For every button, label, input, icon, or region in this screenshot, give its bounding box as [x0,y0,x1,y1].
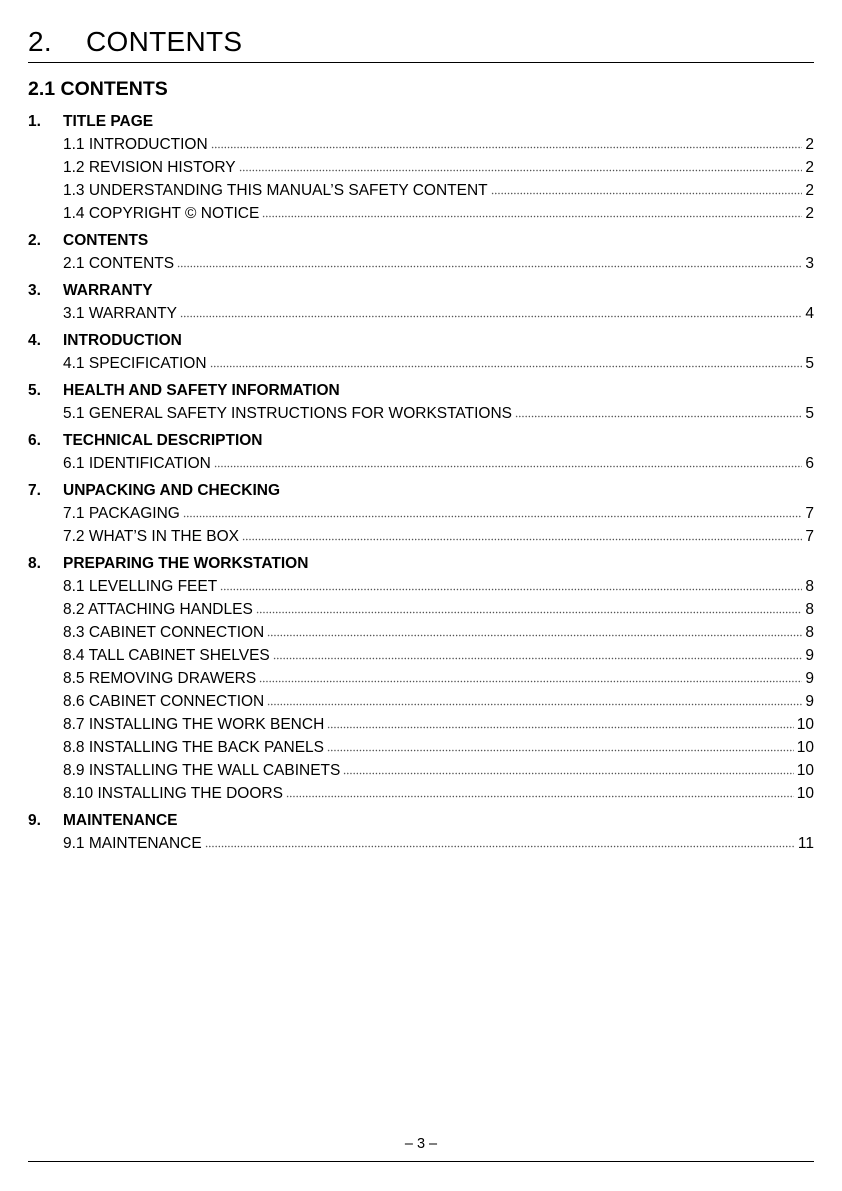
toc-entry-title: 8.3 CABINET CONNECTION [63,624,265,641]
toc-entry[interactable] [63,452,814,475]
dot-leader [515,414,802,419]
toc-entry-title: 8.5 REMOVING DRAWERS [63,670,257,687]
toc-entry-title: 7.2 WHAT’S IN THE BOX [63,528,239,545]
toc-chapter-group [28,479,814,548]
toc-entry-page: 11 [797,835,814,852]
toc-chapter-number: 1. [28,113,41,130]
toc-entry-title: 8.7 INSTALLING THE WORK BENCH [63,716,325,733]
toc-entry[interactable] [63,502,814,525]
toc-entry-title: 8.2 ATTACHING HANDLES [63,601,253,618]
toc-chapter-title: TECHNICAL DESCRIPTION [63,432,263,449]
toc-entry[interactable] [63,302,814,325]
toc-entry-page: 6 [805,455,814,472]
toc-entry-title: 7.1 PACKAGING [63,505,180,522]
dot-leader [205,844,795,849]
section-heading: 2.1 CONTENTS [28,78,168,100]
toc-entry[interactable] [63,575,814,598]
toc-entry-title: 3.1 WARRANTY [63,305,177,322]
toc-entry-title: 1.2 REVISION HISTORY [63,159,236,176]
page-number: – 3 – [404,1136,438,1152]
toc-entry-page: 9 [805,647,814,664]
header-chapter-title: CONTENTS [86,26,243,57]
toc-chapter-group [28,552,814,805]
toc-entry-title: 8.8 INSTALLING THE BACK PANELS [63,739,325,756]
header-chapter-number: 2. [28,26,52,57]
toc-chapter-group [28,379,814,425]
dot-leader [214,464,802,469]
toc-chapter-number: 5. [28,382,41,399]
toc-entry[interactable] [63,832,814,855]
toc-entry[interactable] [63,644,814,667]
toc-chapter-heading [28,552,814,575]
toc-entry[interactable] [63,525,814,548]
toc-entry-title: 8.6 CABINET CONNECTION [63,693,265,710]
toc-chapter-title: CONTENTS [63,232,149,249]
toc-entry[interactable] [63,759,814,782]
toc-entry[interactable] [63,713,814,736]
toc-entry[interactable] [63,402,814,425]
dot-leader [273,656,802,661]
toc-chapter-title: PREPARING THE WORKSTATION [63,555,309,572]
toc-entry-page: 8 [805,578,814,595]
dot-leader [180,314,802,319]
dot-leader [177,264,802,269]
toc-entry-page: 8 [805,601,814,618]
toc-entry-page: 5 [805,355,814,372]
dot-leader [242,537,802,542]
toc-entry-page: 4 [805,305,814,322]
toc-entry[interactable] [63,133,814,156]
toc-chapter-number: 7. [28,482,41,499]
toc-entry-page: 10 [796,762,814,779]
toc-chapter-group [28,279,814,325]
toc-entry[interactable] [63,621,814,644]
toc-entry[interactable] [63,352,814,375]
dot-leader [343,771,793,776]
toc-entry-page: 2 [805,136,814,153]
dot-leader [183,514,802,519]
toc-chapter-title: INTRODUCTION [63,332,182,349]
dot-leader [259,679,802,684]
toc-entry-title: 1.1 INTRODUCTION [63,136,208,153]
toc-chapter-number: 4. [28,332,41,349]
toc-entry-title: 2.1 CONTENTS [63,255,175,272]
dot-leader [327,725,793,730]
toc-chapter-title: MAINTENANCE [63,812,178,829]
dot-leader [210,364,802,369]
toc-entry-page: 2 [805,159,814,176]
toc-entry-page: 5 [805,405,814,422]
toc-chapter-heading [28,110,814,133]
toc-chapter-heading [28,479,814,502]
toc-chapter-title: HEALTH AND SAFETY INFORMATION [63,382,340,399]
dot-leader [211,145,802,150]
toc-entry[interactable] [63,598,814,621]
dot-leader [267,633,802,638]
toc-chapter-group [28,809,814,855]
toc-entry-title: 1.4 COPYRIGHT © NOTICE [63,205,260,222]
dot-leader [286,794,794,799]
toc-entry-page: 7 [805,505,814,522]
toc-chapter-group [28,429,814,475]
toc-chapter-title: TITLE PAGE [63,113,154,130]
toc-entry[interactable] [63,690,814,713]
toc-entry[interactable] [63,179,814,202]
toc-entry-page: 10 [796,785,814,802]
toc-chapter-group [28,229,814,275]
toc-entry[interactable] [63,736,814,759]
toc-chapter-title: WARRANTY [63,282,153,299]
toc-chapter-heading [28,229,814,252]
dot-leader [491,191,802,196]
toc-entry-page: 9 [805,670,814,687]
toc-entry-title: 8.9 INSTALLING THE WALL CABINETS [63,762,341,779]
dot-leader [327,748,794,753]
toc-entry-page: 8 [805,624,814,641]
table-of-contents [28,110,814,859]
toc-entry-title: 6.1 IDENTIFICATION [63,455,211,472]
toc-chapter-heading [28,329,814,352]
toc-chapter-heading [28,429,814,452]
toc-chapter-group [28,110,814,225]
toc-entry-title: 5.1 GENERAL SAFETY INSTRUCTIONS FOR WORKSTATIONS [63,405,512,422]
toc-entry-page: 9 [805,693,814,710]
toc-entry-title: 1.3 UNDERSTANDING THIS MANUAL’S SAFETY CONTENT [63,182,488,199]
toc-entry-page: 2 [805,205,814,222]
toc-chapter-group [28,329,814,375]
toc-chapter-number: 9. [28,812,41,829]
toc-entry-page: 7 [805,528,814,545]
toc-chapter-number: 3. [28,282,41,299]
toc-chapter-heading [28,379,814,402]
toc-chapter-title: UNPACKING AND CHECKING [63,482,280,499]
toc-entry-title: 8.4 TALL CABINET SHELVES [63,647,270,664]
toc-chapter-heading [28,809,814,832]
toc-entry-page: 10 [796,739,814,756]
toc-entry-title: 4.1 SPECIFICATION [63,355,207,372]
toc-entry-page: 10 [796,716,814,733]
toc-entry[interactable] [63,156,814,179]
toc-entry[interactable] [63,252,814,275]
toc-entry-title: 8.1 LEVELLING FEET [63,578,218,595]
toc-chapter-number: 6. [28,432,41,449]
toc-chapter-number: 8. [28,555,41,572]
toc-entry-title: 8.10 INSTALLING THE DOORS [63,785,283,802]
toc-chapter-heading [28,279,814,302]
dot-leader [256,610,802,615]
toc-entry[interactable] [63,202,814,225]
dot-leader [262,214,802,219]
toc-entry-page: 2 [805,182,814,199]
toc-entry[interactable] [63,667,814,690]
toc-entry[interactable] [63,782,814,805]
page-header [28,26,814,63]
dot-leader [220,587,802,592]
toc-entry-title: 9.1 MAINTENANCE [63,835,202,852]
dot-leader [267,702,802,707]
footer-rule [28,1161,814,1162]
dot-leader [239,168,802,173]
toc-chapter-number: 2. [28,232,41,249]
toc-entry-page: 3 [805,255,814,272]
